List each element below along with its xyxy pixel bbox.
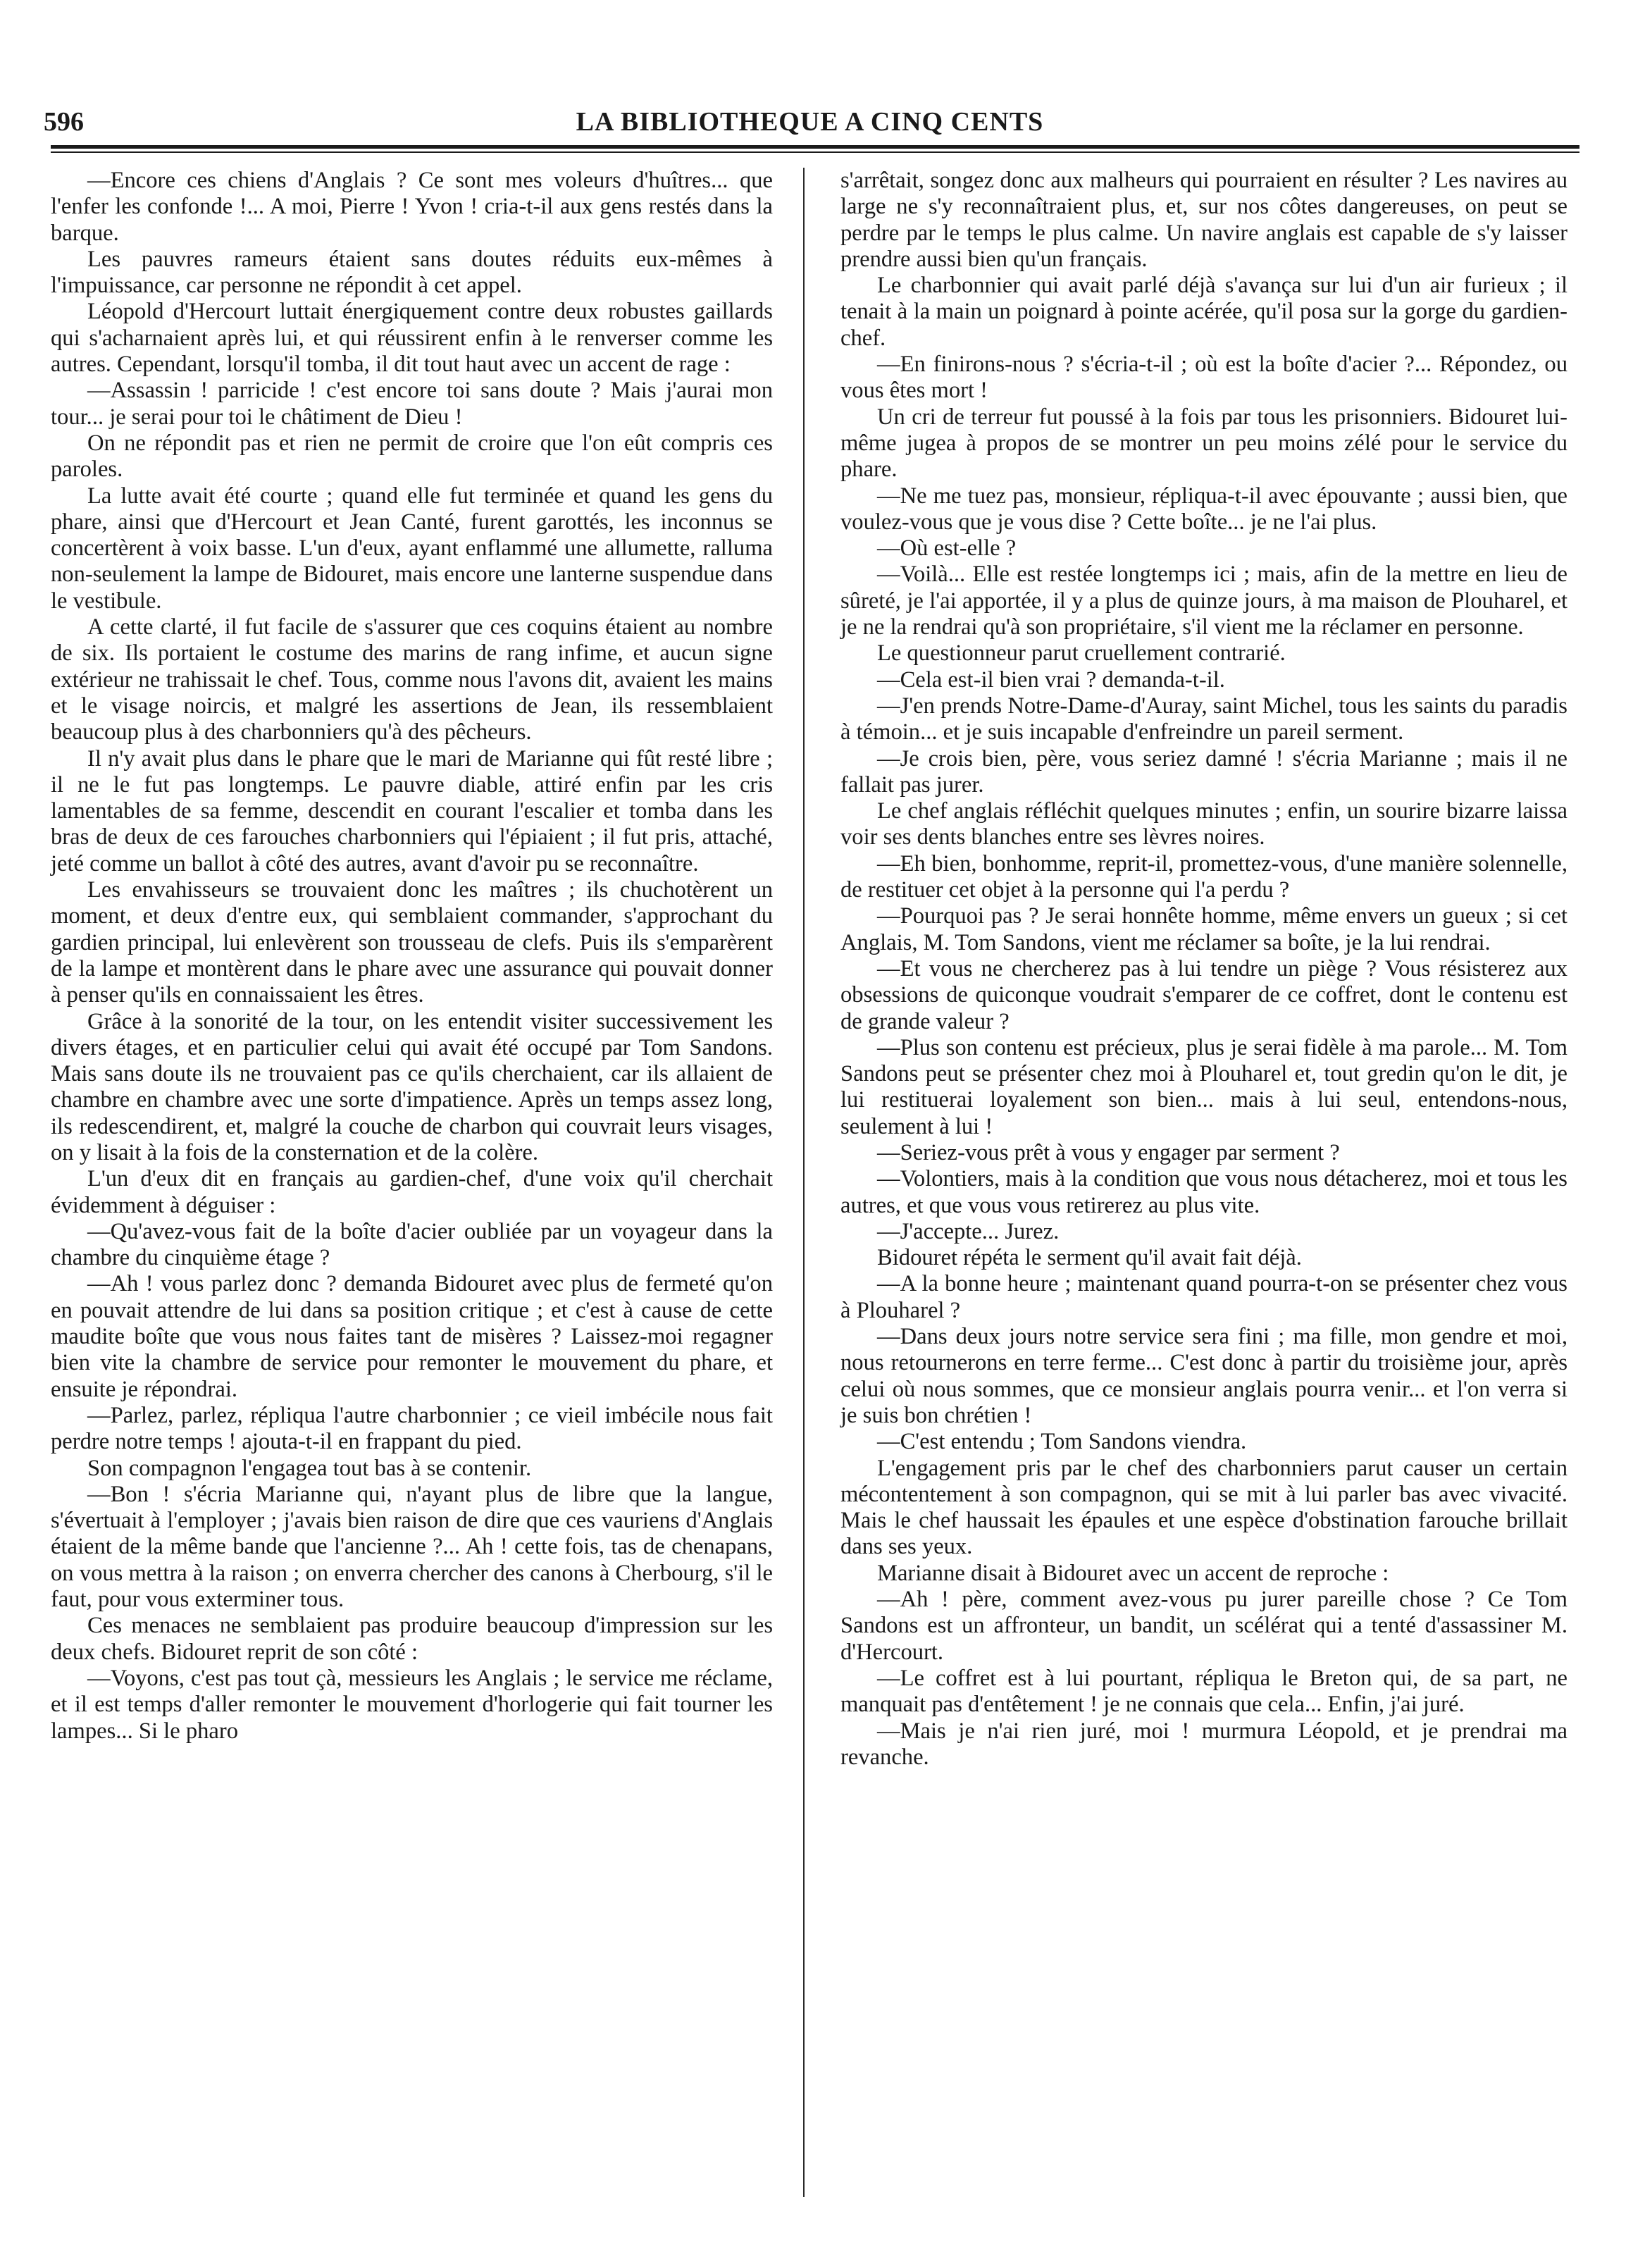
paragraph: —Mais je n'ai rien juré, moi ! murmura Léopold, et je prendrai ma revanche. [840,1718,1568,1770]
paragraph: —Qu'avez-vous fait de la boîte d'acier oubliée par un voyageur dans la chambre du cinquième étage ? [51,1218,773,1271]
page-header [44,106,1576,138]
paragraph: —En finirons-nous ? s'écria-t-il ; où est la boîte d'acier ?... Répondez, ou vous êtes mort ! [840,352,1568,404]
header-rule-thick [51,145,1579,149]
right-column [840,168,1568,1771]
paragraph: —Ah ! vous parlez donc ? demanda Bidouret avec plus de fermeté qu'on en pouvait attendre de lui dans sa position critique ; et c'est à cause de cette maudite boîte que vous nous faites tant de misères ? Laissez-moi regagner bien vite la chambre de service pour remonter le mouvement du phare, et ensuite je répondrai. [51,1271,773,1402]
paragraph: —Voilà... Elle est restée longtemps ici ; mais, afin de la mettre en lieu de sûreté, je l'ai apportée, il y a plus de quinze jours, à ma maison de Plouharel, et je ne la rendrai qu'à son propriétaire, s'il vient me la réclamer en personne. [840,562,1568,640]
header-rule-thin [51,151,1579,153]
paragraph: Le charbonnier qui avait parlé déjà s'avança sur lui d'un air furieux ; il tenait à la main un poignard à pointe acérée, qu'il posa sur la gorge du gardien-chef. [840,273,1568,351]
paragraph: Léopold d'Hercourt luttait énergiquement contre deux robustes gaillards qui s'acharnaient après lui, et qui réussirent enfin à le renverser comme les autres. Cependant, lorsqu'il tomba, il dit tout haut avec un accent de rage : [51,299,773,378]
column-divider [803,168,805,2197]
paragraph: —Seriez-vous prêt à vous y engager par serment ? [877,1139,1340,1165]
paragraph: Le questionneur parut cruellement contrarié. [877,640,1286,667]
paragraph: —Où est-elle ? [877,535,1017,562]
paragraph: Le chef anglais réfléchit quelques minutes ; enfin, un sourire bizarre laissa voir ses dents blanches entre ses lèvres noires. [840,798,1568,850]
paragraph: On ne répondit pas et rien ne permit de croire que l'on eût compris ces paroles. [51,430,773,483]
paragraph: —Volontiers, mais à la condition que vous nous détacherez, moi et tous les autres, et que vous vous retirerez au plus vite. [840,1166,1568,1218]
paragraph: —J'en prends Notre-Dame-d'Auray, saint Michel, tous les saints du paradis à témoin... et je suis incapable d'enfreindre un pareil serment. [840,693,1568,745]
paragraph: —A la bonne heure ; maintenant quand pourra-t-on se présenter chez vous à Plouharel ? [840,1271,1568,1323]
paragraph: A cette clarté, il fut facile de s'assurer que ces coquins étaient au nombre de six. Ils portaient le costume des marins de rang infime, et aucun signe extérieur ne trahissait le chef. Tous, comme nous l'avons dit, avaient les mains et le visage noircis, et malgré les assertions de Jean, ils ressemblaient beaucoup plus à des charbonniers qu'à des pêcheurs. [51,614,773,745]
paragraph: —Dans deux jours notre service sera fini ; ma fille, mon gendre et moi, nous retournerons en terre ferme... C'est donc à partir du troisième jour, après celui où nous sommes, que ce monsieur anglais pourra venir... et l'on verra si je suis bon chrétien ! [840,1324,1568,1428]
paragraph: L'un d'eux dit en français au gardien-chef, d'une voix qu'il cherchait évidemment à déguiser : [51,1166,773,1218]
paragraph: Les envahisseurs se trouvaient donc les maîtres ; ils chuchotèrent un moment, et deux d'entre eux, qui semblaient commander, s'approchant du gardien principal, lui enlevèrent son trousseau de clefs. Puis ils s'emparèrent de la lampe et montèrent dans le phare avec une assurance qui pouvait donner à penser qu'ils en connaissaient les êtres. [51,877,773,1008]
paragraph: Grâce à la sonorité de la tour, on les entendit visiter successivement les divers étages, et en particulier celui qui avait été occupé par Tom Sandons. Mais sans doute ils ne trouvaient pas ce qu'ils cherchaient, car ils allaient de chambre en chambre avec une sorte d'impatience. Après un temps assez long, ils redescendirent, et, malgré la couche de charbon qui couvrait leurs visages, on y lisait à la fois de la consternation et de la colère. [51,1008,773,1165]
paragraph: s'arrêtait, songez donc aux malheurs qui pourraient en résulter ? Les navires au large ne s'y reconnaîtraient plus, et, sur nos côtes dangereuses, on peut se perdre par le temps le plus calme. Un navire anglais est capable de s'y laisser prendre aussi bien qu'un français. [840,168,1568,272]
paragraph: —Le coffret est à lui pourtant, répliqua le Breton qui, de sa part, ne manquait pas d'entêtement ! je ne connais que cela... Enfin, j'ai juré. [840,1665,1568,1718]
paragraph: Son compagnon l'engagea tout bas à se contenir. [87,1455,532,1481]
paragraph: Bidouret répéta le serment qu'il avait fait déjà. [877,1245,1302,1271]
paragraph: Il n'y avait plus dans le phare que le mari de Marianne qui fût resté libre ; il ne le fut pas longtemps. Le pauvre diable, attiré enfin par les cris lamentables de sa femme, descendit en courant l'escalier et tomba dans les bras de deux de ces farouches charbonniers qui l'épiaient ; il fut pris, attaché, jeté comme un ballot à côté des autres, avant d'avoir pu se reconnaître. [51,745,773,876]
paragraph: —J'accepte... Jurez. [877,1218,1060,1244]
paragraph: —Voyons, c'est pas tout çà, messieurs les Anglais ; le service me réclame, et il est temps d'aller remonter le mouvement d'horlogerie qui fait tourner les lampes... Si le pharo [51,1665,773,1744]
paragraph: —Assassin ! parricide ! c'est encore toi sans doute ? Mais j'aurai mon tour... je serai pour toi le châtiment de Dieu ! [51,378,773,430]
paragraph: —Bon ! s'écria Marianne qui, n'ayant plus de libre que la langue, s'évertuait à l'employer ; j'avais bien raison de dire que ces vauriens d'Anglais étaient de la même bande que l'ancienne ?... Ah ! cette fois, tas de chenapans, on vous mettra à la raison ; on enverra chercher des canons à Cherbourg, s'il le faut, pour vous exterminer tous. [51,1481,773,1613]
paragraph: Les pauvres rameurs étaient sans doutes réduits eux-mêmes à l'impuissance, car personne ne répondit à cet appel. [51,246,773,299]
paragraph: —Cela est-il bien vrai ? demanda-t-il. [877,667,1225,693]
paragraph: L'engagement pris par le chef des charbonniers parut causer un certain mécontentement à son compagnon, qui se mit à lui parler bas avec vivacité. Mais le chef haussait les épaules et une espèce d'obstination farouche brillait dans ses yeux. [840,1455,1568,1560]
paragraph: Un cri de terreur fut poussé à la fois par tous les prisonniers. Bidouret lui-même jugea à propos de se montrer un peu moins zélé pour le service du phare. [840,404,1568,483]
paragraph: —Ah ! père, comment avez-vous pu jurer pareille chose ? Ce Tom Sandons est un affronteur, un bandit, un scélérat qui a tenté d'assassiner M. d'Hercourt. [840,1587,1568,1665]
paragraph: Ces menaces ne semblaient pas produire beaucoup d'impression sur les deux chefs. Bidouret reprit de son côté : [51,1613,773,1665]
paragraph: —Ne me tuez pas, monsieur, répliqua-t-il avec épouvante ; aussi bien, que voulez-vous que je vous dise ? Cette boîte... je ne l'ai plus. [840,483,1568,535]
paragraph: La lutte avait été courte ; quand elle fut terminée et quand les gens du phare, ainsi que d'Hercourt et Jean Canté, furent garottés, les inconnus se concertèrent à voix basse. L'un d'eux, ayant enflammé une allumette, ralluma non-seulement la lampe de Bidouret, mais encore une lanterne suspendue dans le vestibule. [51,483,773,614]
page-number: 596 [44,107,84,137]
paragraph: —C'est entendu ; Tom Sandons viendra. [877,1429,1247,1455]
paragraph: —Et vous ne chercherez pas à lui tendre un piège ? Vous résisterez aux obsessions de quiconque voudrait s'emparer de ce coffret, dont le contenu est de grande valeur ? [840,955,1568,1034]
paragraph: —Je crois bien, père, vous seriez damné ! s'écria Marianne ; mais il ne fallait pas jurer. [840,745,1568,798]
left-column [51,168,773,1745]
paragraph: —Plus son contenu est précieux, plus je serai fidèle à ma parole... M. Tom Sandons peut se présenter chez moi à Plouharel et, tout gredin qu'on le dit, je lui restituerai loyalement son bien... mais à lui seul, entendons-nous, seulement à lui ! [840,1034,1568,1139]
paragraph: —Pourquoi pas ? Je serai honnête homme, même envers un gueux ; si cet Anglais, M. Tom Sandons, vient me réclamer sa boîte, je la lui rendrai. [840,903,1568,955]
running-title: LA BIBLIOTHEQUE A CINQ CENTS [576,107,1044,137]
paragraph: —Parlez, parlez, répliqua l'autre charbonnier ; ce vieil imbécile nous fait perdre notre temps ! ajouta-t-il en frappant du pied. [51,1402,773,1455]
paragraph: Marianne disait à Bidouret avec un accent de reproche : [877,1560,1389,1586]
paragraph: —Eh bien, bonhomme, reprit-il, promettez-vous, d'une manière solennelle, de restituer cet objet à la personne qui l'a perdu ? [840,850,1568,903]
paragraph: —Encore ces chiens d'Anglais ? Ce sont mes voleurs d'huîtres... que l'enfer les confonde !... A moi, Pierre ! Yvon ! cria-t-il aux gens restés dans la barque. [51,168,773,246]
